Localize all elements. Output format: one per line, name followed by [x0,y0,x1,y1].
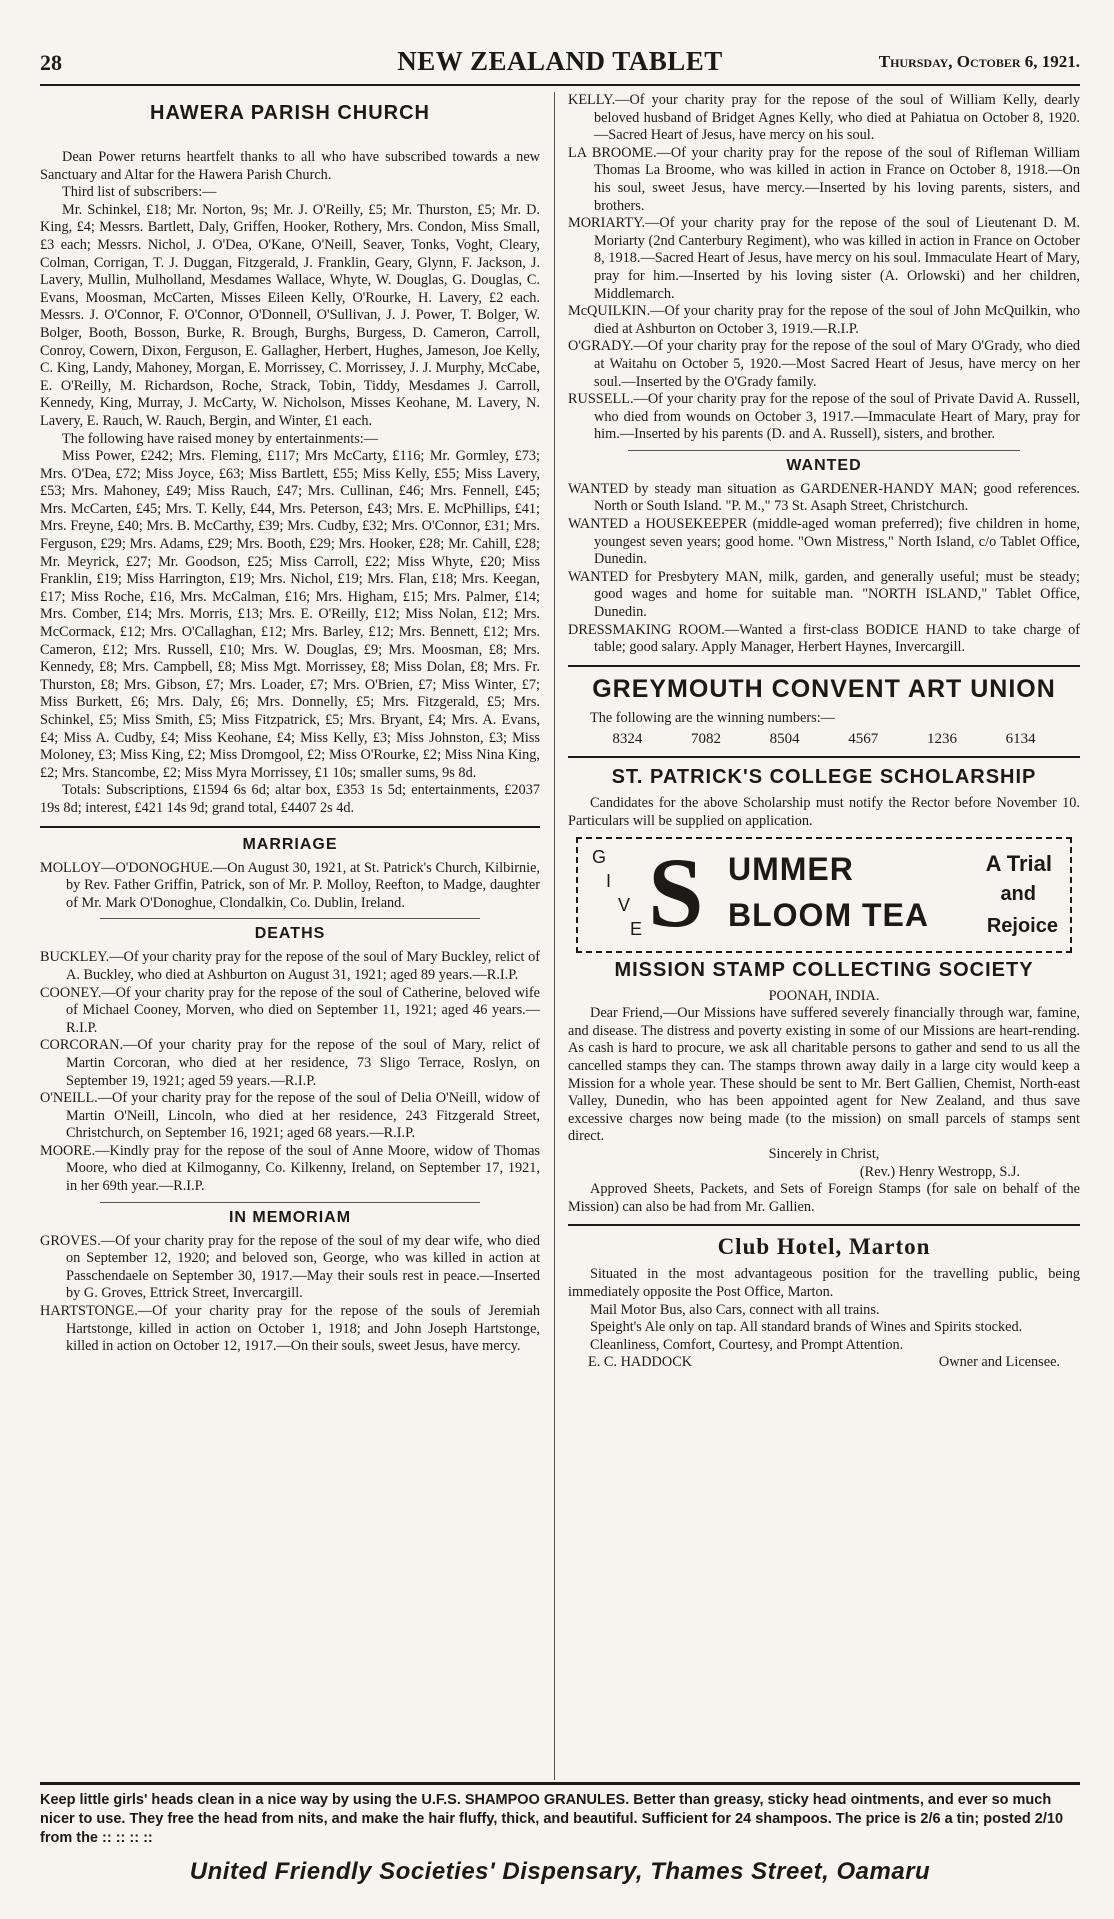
death-notice: COONEY.—Of your charity pray for the repose of the soul of Catherine, beloved wife of Michael Cooney, Morven, who died on September 11, 1921; aged 46 years.—R.I.P. [40,984,540,1036]
section-rule [100,918,480,919]
winning-number: 4567 [848,731,879,748]
in-memoriam-heading: IN MEMORIAM [228,1208,352,1226]
scholarship-heading: ST. PATRICK'S COLLEGE SCHOLARSHIP [611,766,1037,789]
wanted-ad: WANTED by steady man situation as GARDENER-HANDY MAN; good references. North or South Island. "P. M.," 73 St. Asaph Street, Christchurch. [568,480,1080,515]
wanted-ad: WANTED for Presbytery MAN, milk, garden, and generally useful; must be steady; good wages and home for suitable man. "NORTH ISLAND," Tablet Office, Dunedin. [568,568,1080,621]
section-rule [568,756,1080,758]
section-rule [40,826,540,828]
winning-number: 8504 [769,731,800,748]
club-hotel-heading: Club Hotel, Marton [717,1234,931,1260]
page-number: 28 [40,50,62,75]
club-hotel-text: Cleanliness, Comfort, Courtesy, and Prompt Attention. [590,1336,904,1353]
footer-advertisement [40,1782,1080,1885]
tea-letter-i: I [606,870,612,891]
tea-letter-g: G [592,846,607,867]
hawera-intro: Dean Power returns heartfelt thanks to all who have subscribed towards a new Sanctuary and Altar for the Hawera Parish Church. [40,149,540,183]
left-column [40,92,540,1356]
memoriam-notice: GROVES.—Of your charity pray for the repose of the soul of my dear wife, who died on September 12, 1920; and beloved son, George, who was killed in action at Passchendaele on September 30, 1917.—May their souls rest in peace.—Inserted by G. Groves, Ettrick Street, Invercargill. [40,1232,540,1302]
death-notice: LA BROOME.—Of your charity pray for the repose of the soul of Rifleman William Thomas La Broome, who was killed in action in France on October 8, 1918.—On his soul, sweet Jesus, have mercy.—Inserted by his loving parents, sisters, and brothers. [568,144,1080,214]
wanted-heading: WANTED [786,456,862,474]
club-hotel-signature [568,1354,1080,1372]
tea-slogan-and: and [1000,882,1036,905]
hawera-subscribers: Mr. Schinkel, £18; Mr. Norton, 9s; Mr. J. O'Reilly, £5; Mr. Thurston, £5; Mr. D. King, £4; Messrs. Bartlett, Daly, Griffen, Hooker, Rothery, Mrs. Condon, Miss Small, £3 each; Messrs. Nichol, J. O'Dea, O'Kane, O'Neill, Seaver, Tonks, Voght, Cleary, Colman, Corrigan, T. J. Duggan, Fitzgerald, J. Franklin, Geary, Glynn, F. Jackson, J. Lavery, Mullin, Mulholland, Mesdames Wallace, Whyte, W. Douglas, G. Douglas, C. Evans, Moosman, McCarten, Misses Eileen Kelly, O'Rourke, H. Lavery, £2 each. Messrs. J. O'Connor, F. O'Connor, O'Donnell, O'Sullivan, J. J. Power, T. Bolger, W. Bolger, Booth, Bosson, Burke, R. Brough, Burghs, Burgess, D. Cameron, Carroll, Conroy, Cowern, Dixon, Ferguson, E. Gallagher, Herbert, Hughes, Jameson, Joe Kelly, C. King, Landy, Mahoney, Morgan, E. Morrissey, C. Morrissey, J. J. Murphy, McCabe, E. O'Reilly, M. Richardson, Roche, Strack, Tobin, Tiddy, Mesdames J. Carroll, Kennedy, King, Murray, J. McCarty, W. Nicholson, Misses Keohane, M. Lavery, N. Lavery, E. Rauch, W. Rauch, Bergin, and Winter, £1 each. [40,201,540,429]
art-union-label: The following are the winning numbers:— [590,709,835,726]
winning-number: 6134 [1005,731,1036,748]
death-notice: RUSSELL.—Of your charity pray for the repose of the soul of Private David A. Russell, who died from wounds on October 3, 1917.—Immaculate Heart of Mary, pray for him.—Inserted by his parents (D. and A. Russell), sisters, and brother. [568,391,1080,443]
mission-subheading: POONAH, INDIA. [768,987,880,1004]
tea-letter-e: E [630,918,643,939]
marriage-heading: MARRIAGE [242,835,338,853]
right-column [568,92,1080,1372]
dispensary-sign: United Friendly Societies' Dispensary, Thames Street, Oamaru [189,1858,931,1885]
death-notice: BUCKLEY.—Of your charity pray for the repose of the soul of Mary Buckley, relict of A. Buckley, who died at Ashburton on August 31, 1921; aged 89 years.—R.I.P. [40,949,540,983]
mission-note: Approved Sheets, Packets, and Sets of Foreign Stamps (for sale on behalf of the Mission) can also be had from Mr. Gallien. [568,1181,1080,1215]
tea-word-bloom-tea: BLOOM TEA [728,896,929,933]
hawera-entertainments-label: The following have raised money by entertainments:— [62,430,379,447]
wanted-ad: DRESSMAKING ROOM.—Wanted a first-class BODICE HAND to take charge of table; good salary. Apply Manager, Herbert Haynes, Invercargill. [568,621,1080,656]
death-notice: O'NEILL.—Of your charity pray for the repose of the soul of Delia O'Neill, widow of Martin O'Neill, Lincoln, who died at her residence, 243 Fitzgerald Street, Christchurch, on September 16, 1921; aged 68 years.—R.I.P. [40,1090,540,1142]
club-hotel-text: Mail Motor Bus, also Cars, connect with all trains. [590,1301,880,1318]
winning-number: 7082 [690,731,721,748]
summer-bloom-tea-ad [576,837,1072,953]
hotel-role: Owner and Licensee. [938,1354,1060,1371]
club-hotel-text: Speight's Ale only on tap. All standard brands of Wines and Spirits stocked. [590,1319,1023,1336]
hawera-heading: HAWERA PARISH CHURCH [150,102,430,124]
mission-text: Dear Friend,—Our Missions have suffered severely financially through war, famine, and disease. The distress and poverty existing in some of our Missions are heart-rending. As cash is hard to procure, we ask all charitable persons to gather and send to us all the cancelled stamps they can. The stamps thrown away daily in a large city would keep a Mission for a whole year. These should be sent to Mr. Bert Gallien, Chemist, North-east Valley, Dunedin, who has been appointed agent for New Zealand, and thus save excessive charges now being made (to the mission) on small parcels of stamps sent direct. [568,1005,1080,1145]
column-divider [554,92,555,1780]
scholarship-text: Candidates for the above Scholarship must notify the Rector before November 10. Particulars will be supplied on application. [568,795,1080,829]
death-notice: MOORE.—Kindly pray for the repose of the soul of Anne Moore, widow of Thomas Moore, who died at Kilmoganny, Co. Kilkenny, Ireland, on September 17, 1921, in her 69th year.—R.I.P. [40,1142,540,1195]
hawera-entertainments: Miss Power, £242; Mrs. Fleming, £117; Mrs McCarty, £116; Mr. Gormley, £73; Mrs. O'Dea, £72; Miss Joyce, £63; Miss Bartlett, £55; Miss Kelly, £55; Miss Lavery, £53; Mrs. Mahoney, £49; Miss Rauch, £47; Mrs. Cullinan, £46; Mrs. Fennell, £45; Mrs. McCarten, £45; Mrs. T. Kelly, £44, Mrs. Peterson, £43; Mrs. E. McPhillips, £41; Mrs. Freyne, £40; Mrs. B. McCarthy, £39; Mrs. Cudby, £32; Mrs. O'Connor, £31; Mrs. Ferguson, £29; Mrs. Adams, £29; Mrs. Booth, £29; Mrs. Hooker, £28; Mr. Cahill, £28; Mr. Meyrick, £27; Mr. Goodson, £25; Miss Carroll, £22; Miss Whyte, £20; Miss Franklin, £19; Miss Harrington, £19; Mrs. Nichol, £19; Mrs. Flan, £18; Mrs. Keegan, £17; Miss Roche, £16, Mrs. McCalman, £16; Mrs. Higham, £15; Mrs. Palmer, £14; Mrs. Comber, £14; Mrs. Morris, £13; Mrs. E. O'Reilly, £12; Miss Nolan, £12; Mrs. McCormack, £12; Mrs. O'Callaghan, £12; Mrs. Barley, £12; Mrs. Bennett, £12; Mrs. Cameron, £12; Mrs. Russell, £10; Mrs. W. Douglas, £9; Mrs. Moosman, £8; Mrs. Kennedy, £8; Mrs. Campbell, £8; Miss Mgt. Morrissey, £8; Miss Dolan, £8; Mrs. Fr. Thurston, £8; Mrs. Gibson, £7; Mrs. Loader, £7; Mrs. O'Brien, £7; Miss Winter, £7; Miss Burkett, £6; Mrs. Daly, £6; Mrs. Donnelly, £5; Mrs. Fitzgerald, £5; Mrs. Schinkel, £5; Miss Smith, £5; Miss Fitzpatrick, £5; Mrs. Bryant, £4; Mrs. A. Evans, £4; Miss A. Cudby, £4; Miss Keohane, £4; Miss Kelly, £3; Miss Johnston, £3; Miss Moloney, £3; Miss King, £2; Miss Dromgool, £2; Miss O'Rourke, £2; Miss Nina King, £2; Mrs. Stancombe, £2; Miss Myra Morrissey, £1 10s; smaller sums, 9s 8d. [40,448,540,781]
hawera-totals: Totals: Subscriptions, £1594 6s 6d; altar box, £353 1s 5d; entertainments, £2037 19s 8d; interest, £421 14s 9d; grand total, £4407 2s 4d. [40,782,540,816]
tea-big-s: S [648,836,704,948]
tea-slogan-rejoice: Rejoice [986,914,1058,937]
winning-numbers [588,731,1060,748]
masthead [40,44,1080,86]
death-notice: O'GRADY.—Of your charity pray for the repose of the soul of Mary O'Grady, who died at Waitahu on October 5, 1920.—Most Sacred Heart of Jesus, have mercy on her soul.—Inserted by the O'Grady family. [568,338,1080,390]
issue-date: Thursday, October 6, 1921. [878,52,1080,71]
death-notice: McQUILKIN.—Of your charity pray for the repose of the soul of John McQuilkin, who died at Ashburton on October 3, 1919.—R.I.P. [568,303,1080,337]
hawera-list-label: Third list of subscribers:— [62,184,217,201]
section-rule [568,1224,1080,1226]
tea-letter-v: V [618,894,631,915]
mission-signature: (Rev.) Henry Westropp, S.J. [859,1163,1020,1180]
memoriam-notice: HARTSTONGE.—Of your charity pray for the repose of the souls of Jeremiah Hartstonge, killed in action on October 1, 1918; and John Joseph Hartstonge, killed in action on October 12, 1917.—On their souls, sweet Jesus, have mercy. [40,1303,540,1355]
tea-slogan-a-trial: A Trial [985,850,1052,876]
mission-closing: Sincerely in Christ, [768,1145,880,1162]
death-notice: MORIARTY.—Of your charity pray for the repose of the soul of Lieutenant D. M. Moriarty (2nd Canterbury Regiment), who was killed in action in France on October 8, 1918.—Sacred Heart of Jesus, have mercy on his soul. Immaculate Heart of Mary, pray for him.—Inserted by his loving sister (A. Orlowski) and her children, Middlemarch. [568,215,1080,302]
marriage-notice: MOLLOY—O'DONOGHUE.—On August 30, 1921, at St. Patrick's Church, Kilbirnie, by Rev. Father Griffin, Patrick, son of Mr. P. Molloy, Reefton, to Madge, daughter of Mr. Mark O'Donoghue, Clondalkin, Co. Dublin, Ireland. [40,859,540,911]
hotel-proprietor: E. C. HADDOCK [588,1354,693,1371]
newspaper-title: NEW ZEALAND TABLET [397,46,723,76]
winning-number: 8324 [612,731,643,748]
winning-number: 1236 [926,731,957,748]
deaths-heading: DEATHS [254,925,326,943]
tea-word-ummer: UMMER [728,850,854,887]
wanted-ad: WANTED a HOUSEKEEPER (middle-aged woman preferred); five children in home, youngest seven years; good home. "Own Mistress," North Island, c/o Tablet Office, Dunedin. [568,516,1080,568]
club-hotel-text: Situated in the most advantageous position for the travelling public, being immediately opposite the Post Office, Marton. [568,1266,1080,1300]
section-rule [628,450,1020,451]
shampoo-ad-text: Keep little girls' heads clean in a nice way by using the U.F.S. SHAMPOO GRANULES. Better than greasy, sticky head ointments, and ever so much nicer to use. They free the head from nits, and make the hair fluffy, thick, and beautiful. Sufficient for 24 shampoos. The price is 2/6 a tin; posted 2/10 from the :: :: :: :: [40,1792,1064,1846]
section-rule [568,665,1080,667]
mission-heading: MISSION STAMP COLLECTING SOCIETY [614,958,1034,981]
section-rule [100,1202,480,1203]
death-notice: CORCORAN.—Of your charity pray for the repose of the soul of Mary, relict of Martin Corcoran, who died at her residence, 73 Sligo Terrace, Roslyn, on September 19, 1921; aged 59 years.—R.I.P. [40,1037,540,1089]
art-union-heading: GREYMOUTH CONVENT ART UNION [592,674,1056,703]
death-notice: KELLY.—Of your charity pray for the repose of the soul of William Kelly, dearly beloved husband of Bridget Agnes Kelly, who died at Pahiatua on October 8, 1920.—Sacred Heart of Jesus, have mercy on his soul. [568,92,1080,144]
